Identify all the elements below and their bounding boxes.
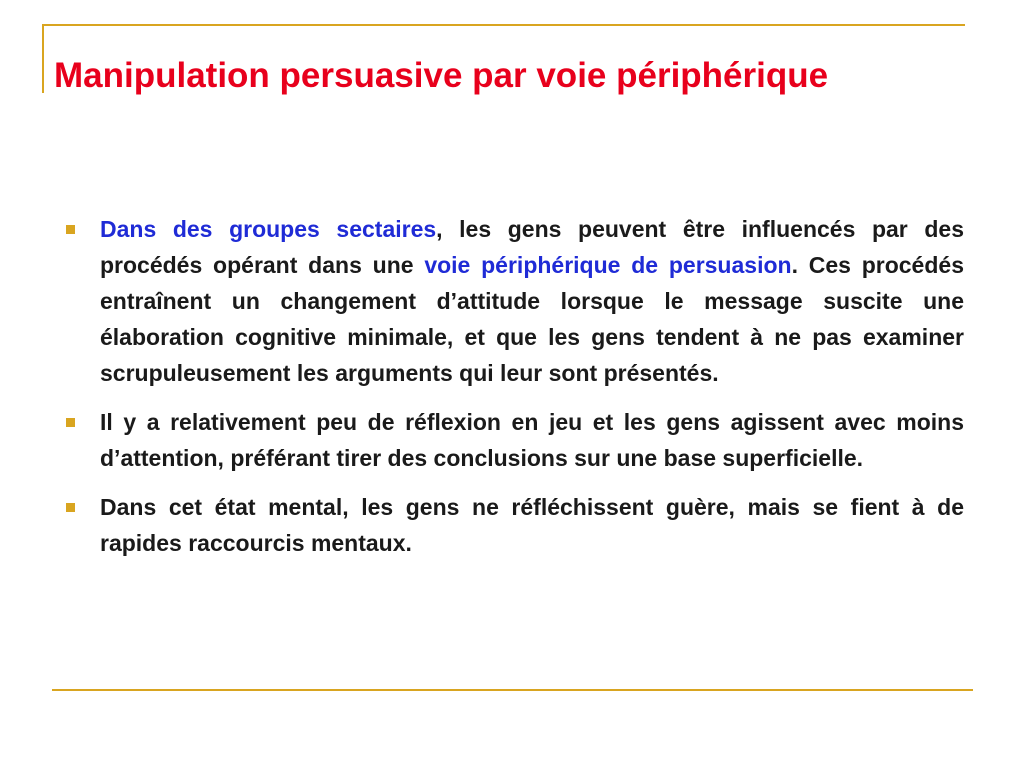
body-text: , les gens peuvent être influencés par des procédés opérant dans une xyxy=(100,216,964,278)
frame-left-rule xyxy=(42,24,44,93)
frame-bottom-rule xyxy=(52,689,973,691)
bullet-list xyxy=(66,211,964,574)
highlight-text: voie périphérique de persuasion xyxy=(424,252,792,278)
body-text: Dans cet état mental, les gens ne réfléchissent guère, mais se fient à de rapides raccourcis mentaux. xyxy=(100,494,964,556)
highlight-text: Dans des groupes sectaires xyxy=(100,216,437,242)
square-bullet-icon xyxy=(66,503,75,512)
slide-title: Manipulation persuasive par voie périphérique xyxy=(54,56,829,95)
body-text: . Ces procédés entraînent un changement d’attitude lorsque le message suscite une élaboration cognitive minimale, et que les gens tendent à ne pas examiner scrupuleusement les arguments qui leur sont présentés. xyxy=(100,252,964,386)
frame-top-rule xyxy=(42,24,965,26)
bullet-item xyxy=(66,489,964,561)
square-bullet-icon xyxy=(66,225,75,234)
square-bullet-icon xyxy=(66,418,75,427)
body-text: Il y a relativement peu de réflexion en jeu et les gens agissent avec moins d’attention, préférant tirer des conclusions sur une base superficielle. xyxy=(100,409,964,471)
bullet-item xyxy=(66,404,964,476)
bullet-item xyxy=(66,211,964,391)
